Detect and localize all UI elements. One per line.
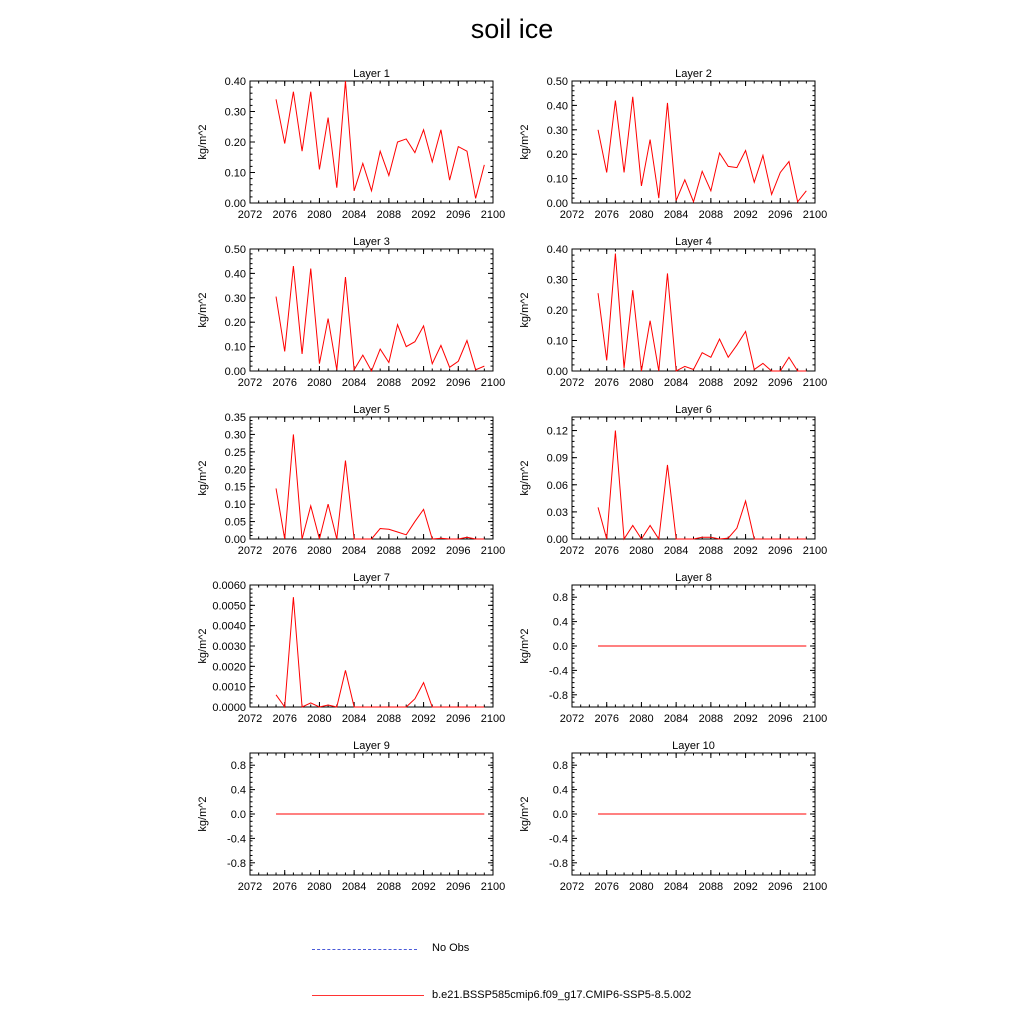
x-tick-label: 2096 [446,377,471,389]
y-tick-label: 0.09 [546,452,568,465]
x-tick-label: 2076 [272,377,297,389]
page-title: soil ice [470,14,554,44]
panel-title: Layer 10 [672,740,715,752]
plot-frame [572,81,815,203]
y-tick-label: 0.20 [546,305,568,317]
x-tick-label: 2080 [629,881,654,893]
y-tick-label: 0.50 [546,76,568,88]
chart-panel-7 [197,572,505,725]
x-tick-label: 2076 [272,713,297,725]
panel-title: Layer 1 [353,68,390,80]
panel-title: Layer 6 [675,404,712,416]
x-tick-label: 2096 [446,713,471,725]
x-tick-label: 2092 [411,209,436,221]
x-tick-label: 2080 [629,545,654,557]
x-tick-label: 2096 [446,881,471,893]
y-tick-label: 0.30 [224,429,246,442]
x-tick-label: 2072 [237,713,263,725]
y-tick-label: 0.0050 [212,600,246,613]
x-tick-label: 2088 [376,881,402,893]
y-tick-label: 0.30 [224,106,246,119]
series-line [598,97,806,202]
y-axis-label: kg/m^2 [197,796,209,832]
y-tick-label: 0.0 [230,809,246,821]
y-tick-label: 0.12 [546,425,568,438]
panel-title: Layer 5 [353,404,390,416]
y-tick-label: 0.50 [224,244,246,256]
x-tick-label: 2100 [802,713,828,725]
x-tick-label: 2088 [698,377,724,389]
x-tick-label: 2088 [698,545,724,557]
x-tick-label: 2072 [237,209,263,221]
x-tick-label: 2096 [446,209,471,221]
y-tick-label: 0.00 [546,534,568,546]
x-tick-label: 2072 [237,545,263,557]
x-tick-label: 2100 [802,377,828,389]
y-tick-label: 0.00 [224,366,246,378]
panel-title: Layer 7 [353,572,390,584]
plot-frame [572,249,815,371]
plot-frame [250,81,493,203]
x-tick-label: 2084 [341,545,367,557]
x-tick-label: 2084 [341,881,367,893]
y-tick-label: 0.10 [224,341,246,354]
y-tick-label: -0.4 [549,665,568,678]
panel-title: Layer 9 [353,740,390,752]
panel-title: Layer 3 [353,236,390,248]
x-tick-label: 2084 [663,713,689,725]
x-tick-label: 2080 [629,377,654,389]
x-tick-label: 2092 [411,377,436,389]
x-tick-label: 2080 [307,377,332,389]
y-axis-label: kg/m^2 [197,292,209,328]
x-tick-label: 2096 [768,881,793,893]
x-tick-label: 2096 [768,209,793,221]
y-axis-label: kg/m^2 [519,628,531,664]
y-axis-label: kg/m^2 [519,796,531,832]
y-tick-label: 0.10 [546,335,568,348]
y-tick-label: -0.8 [549,857,568,870]
x-tick-label: 2092 [411,713,436,725]
x-tick-label: 2084 [341,377,367,389]
y-tick-label: 0.0010 [212,681,246,694]
x-tick-label: 2076 [594,713,619,725]
x-tick-label: 2092 [411,881,436,893]
y-tick-label: 0.30 [546,124,568,137]
y-tick-label: 0.00 [546,198,568,210]
y-tick-label: 0.03 [546,506,568,519]
x-tick-label: 2072 [559,713,585,725]
x-tick-label: 2100 [480,713,506,725]
chart-panel-8 [519,572,827,725]
panel-title: Layer 2 [675,68,712,80]
y-tick-label: 0.20 [224,317,246,330]
x-tick-label: 2100 [802,209,828,221]
x-tick-label: 2092 [733,377,758,389]
y-tick-label: 0.20 [224,464,246,477]
y-axis-label: kg/m^2 [197,124,209,160]
y-tick-label: 0.40 [224,76,246,88]
x-tick-label: 2072 [237,377,263,389]
x-tick-label: 2092 [733,713,758,725]
y-axis-label: kg/m^2 [197,460,209,496]
panel-title: Layer 4 [675,236,712,248]
y-tick-label: 0.10 [224,499,246,512]
plot-frame [250,249,493,371]
y-tick-label: 0.0060 [212,580,246,592]
x-tick-label: 2092 [733,545,758,557]
y-tick-label: 0.00 [224,534,246,546]
y-axis-label: kg/m^2 [519,292,531,328]
y-tick-label: 0.8 [552,592,568,605]
y-tick-label: 0.05 [224,516,246,529]
y-tick-label: 0.00 [546,366,568,378]
y-tick-label: -0.4 [549,833,568,846]
y-tick-label: 0.30 [546,274,568,287]
x-tick-label: 2084 [341,209,367,221]
x-tick-label: 2072 [559,881,585,893]
x-tick-label: 2084 [663,545,689,557]
series-line [598,431,806,539]
x-tick-label: 2072 [559,377,585,389]
y-tick-label: 0.40 [546,244,568,256]
x-tick-label: 2084 [663,377,689,389]
x-tick-label: 2088 [376,713,402,725]
y-tick-label: 0.4 [552,784,568,797]
x-tick-label: 2076 [272,545,297,557]
x-tick-label: 2088 [376,545,402,557]
x-tick-label: 2084 [341,713,367,725]
chart-panel-6 [519,404,827,557]
x-tick-label: 2076 [594,209,619,221]
x-tick-label: 2100 [480,209,506,221]
y-tick-label: 0.0 [552,809,568,821]
y-tick-label: -0.8 [549,689,568,702]
y-tick-label: 0.8 [552,760,568,773]
y-tick-label: 0.15 [224,481,246,494]
x-tick-label: 2080 [307,881,332,893]
x-tick-label: 2096 [768,377,793,389]
y-tick-label: 0.0000 [212,702,246,714]
y-tick-label: 0.4 [552,616,568,629]
x-tick-label: 2080 [629,209,654,221]
x-tick-label: 2096 [768,545,793,557]
series-line [598,254,806,371]
x-tick-label: 2088 [698,209,724,221]
y-tick-label: 0.40 [224,268,246,281]
x-tick-label: 2092 [411,545,436,557]
y-tick-label: 0.10 [546,173,568,186]
legend-label-model: b.e21.BSSP585cmip6.f09_g17.CMIP6-SSP5-8.5.002 [432,989,692,1001]
x-tick-label: 2080 [629,713,654,725]
x-tick-label: 2072 [559,209,585,221]
x-tick-label: 2084 [663,209,689,221]
y-tick-label: 0.0030 [212,641,246,653]
y-tick-label: 0.0020 [212,661,246,674]
y-axis-label: kg/m^2 [519,124,531,160]
panel-title: Layer 8 [675,572,712,584]
x-tick-label: 2076 [272,209,297,221]
series-line [276,81,484,198]
x-tick-label: 2088 [376,377,402,389]
series-line [276,266,484,371]
x-tick-label: 2076 [594,545,619,557]
x-tick-label: 2084 [663,881,689,893]
series-line [276,597,484,707]
y-axis-label: kg/m^2 [519,460,531,496]
legend-label-no-obs: No Obs [432,942,470,954]
y-tick-label: 0.8 [230,760,246,773]
y-tick-label: -0.4 [227,833,246,846]
x-tick-label: 2088 [698,713,724,725]
x-tick-label: 2076 [594,377,619,389]
chart-panel-9 [197,740,505,893]
y-tick-label: 0.35 [224,412,246,424]
x-tick-label: 2100 [802,545,828,557]
x-tick-label: 2100 [802,881,828,893]
chart-panel-2 [519,68,827,221]
chart-panel-3 [197,236,505,389]
y-tick-label: 0.20 [546,149,568,162]
x-tick-label: 2072 [559,545,585,557]
x-tick-label: 2100 [480,881,506,893]
y-tick-label: 0.25 [224,446,246,459]
y-tick-label: 0.00 [224,198,246,210]
y-tick-label: 0.30 [224,292,246,305]
x-tick-label: 2100 [480,377,506,389]
chart-panel-10 [519,740,827,893]
y-tick-label: 0.4 [230,784,246,797]
x-tick-label: 2096 [768,713,793,725]
x-tick-label: 2100 [480,545,506,557]
x-tick-label: 2092 [733,209,758,221]
x-tick-label: 2088 [698,881,724,893]
y-tick-label: 0.40 [546,100,568,113]
x-tick-label: 2080 [307,209,332,221]
legend-line-no-obs [312,949,417,950]
y-tick-label: 0.06 [546,479,568,492]
series-line [276,434,484,539]
y-tick-label: -0.8 [227,857,246,870]
chart-panel-1 [197,68,505,221]
y-tick-label: 0.0 [552,641,568,653]
y-tick-label: 0.0040 [212,620,246,633]
x-tick-label: 2080 [307,713,332,725]
x-tick-label: 2088 [376,209,402,221]
x-tick-label: 2092 [733,881,758,893]
x-tick-label: 2096 [446,545,471,557]
x-tick-label: 2076 [594,881,619,893]
chart-panel-4 [519,236,827,389]
x-tick-label: 2076 [272,881,297,893]
x-tick-label: 2080 [307,545,332,557]
y-axis-label: kg/m^2 [197,628,209,664]
y-tick-label: 0.20 [224,137,246,149]
legend-line-model [312,995,424,996]
chart-panel-5 [197,404,505,557]
y-tick-label: 0.10 [224,167,246,180]
x-tick-label: 2072 [237,881,263,893]
